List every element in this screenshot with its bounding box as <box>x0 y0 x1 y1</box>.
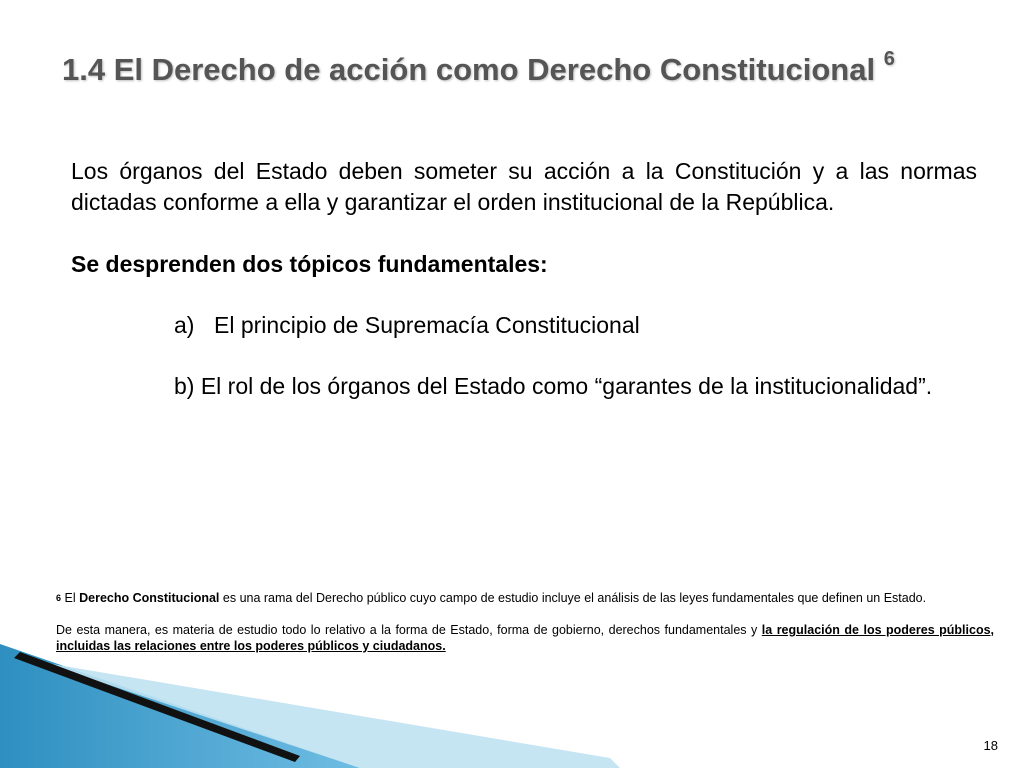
topic-item-b-marker: b) <box>174 373 195 399</box>
topic-item-a-text: El principio de Supremacía Constitucional <box>214 312 640 338</box>
decorative-ribbon <box>0 640 620 768</box>
topics-subheading: Se desprenden dos tópicos fundamentales: <box>71 251 548 277</box>
footnote-paragraph-1 <box>56 590 994 606</box>
footnote-p2-underlined: la regulación de los poderes públicos, incluidas las relaciones entre los poderes públicos y ciudadanos. <box>56 623 994 653</box>
slide-title-text: 1.4 El Derecho de acción como Derecho Constitucional <box>62 52 876 87</box>
footnote-number: 6 <box>56 593 62 603</box>
title-footnote-ref: 6 <box>883 48 895 70</box>
footnote-p1-bold: Derecho Constitucional <box>79 591 220 605</box>
slide-title <box>62 48 962 88</box>
footnote-p2-start: De esta manera, es materia de estudio todo lo relativo a la forma de Estado, forma de gobierno, derechos fundamentales y <box>56 623 758 637</box>
topic-item-a <box>71 310 977 341</box>
topic-item-b <box>71 371 977 402</box>
footnote-p1-rest: es una rama del Derecho público cuyo campo de estudio incluye el análisis de las leyes fundamentales que definen un Estado. <box>222 591 927 605</box>
slide-body <box>71 156 977 402</box>
topic-item-a-marker: a) <box>174 312 195 338</box>
intro-paragraph: Los órganos del Estado deben someter su acción a la Constitución y a las normas dictadas conforme a ella y garantizar el orden institucional de la República. <box>71 158 977 215</box>
footnote-p1-start: El <box>64 591 76 605</box>
page-number: 18 <box>983 738 998 753</box>
topic-item-b-text: El rol de los órganos del Estado como “garantes de la institucionalidad”. <box>200 373 933 399</box>
